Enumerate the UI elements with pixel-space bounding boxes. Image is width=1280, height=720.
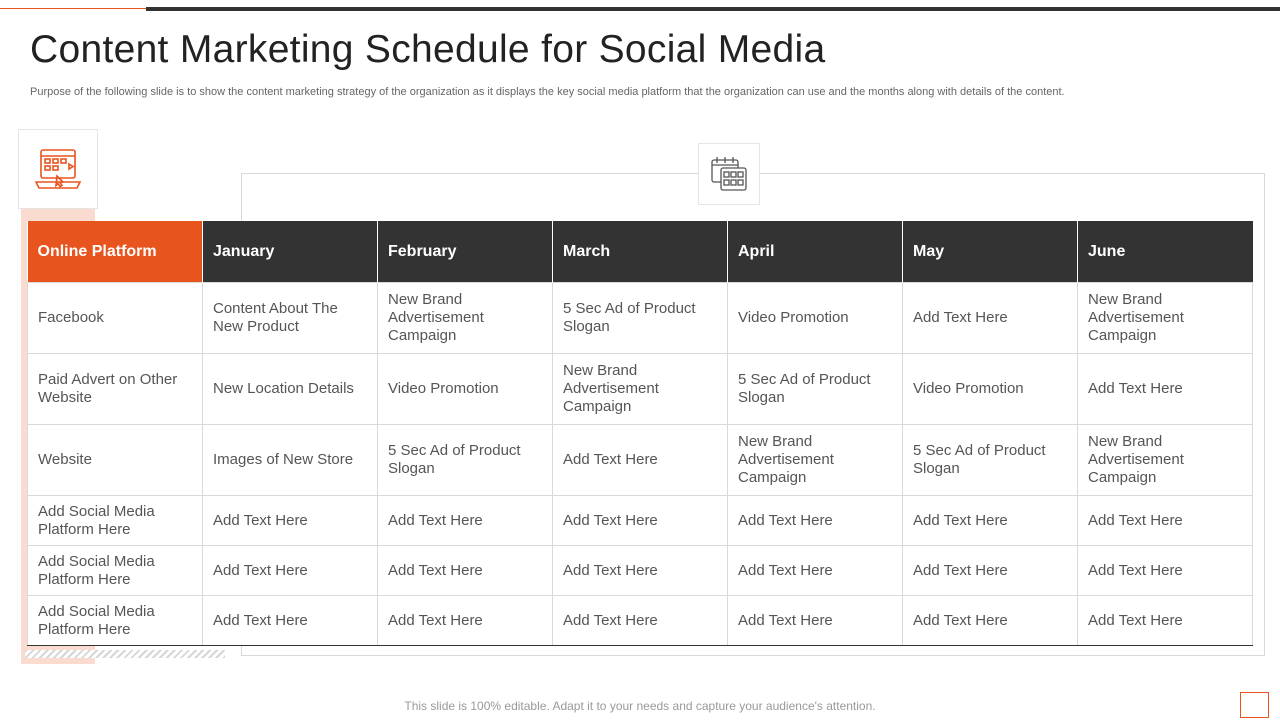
platform-cell: Paid Advert on Other Website <box>28 354 203 425</box>
table-cell: Add Text Here <box>903 546 1078 596</box>
table-row <box>28 283 1253 354</box>
platform-cell: Add Social Media Platform Here <box>28 496 203 546</box>
table-cell: Add Text Here <box>1078 596 1253 646</box>
table-cell: New Brand Advertisement Campaign <box>1078 283 1253 354</box>
table-cell: Add Text Here <box>903 283 1078 354</box>
table-cell: Images of New Store <box>203 425 378 496</box>
page-subtitle: Purpose of the following slide is to show the content marketing strategy of the organization as it displays the key social media platform that the organization can use and the months along with details of the content. <box>30 86 1065 98</box>
table-cell: Video Promotion <box>728 283 903 354</box>
header-online-platform: Online Platform <box>28 221 203 283</box>
table-row <box>28 496 1253 546</box>
table-cell: Add Text Here <box>203 496 378 546</box>
platform-cell: Facebook <box>28 283 203 354</box>
platform-cell: Website <box>28 425 203 496</box>
table-cell: Add Text Here <box>1078 546 1253 596</box>
table-row <box>28 354 1253 425</box>
table-cell: Add Text Here <box>553 496 728 546</box>
corner-decoration <box>1240 692 1269 718</box>
header-may: May <box>903 221 1078 283</box>
table-cell: 5 Sec Ad of Product Slogan <box>378 425 553 496</box>
table-cell: New Brand Advertisement Campaign <box>553 354 728 425</box>
table-cell: Add Text Here <box>378 596 553 646</box>
table-cell: Add Text Here <box>903 596 1078 646</box>
calendar-icon-box <box>698 143 760 205</box>
table-cell: 5 Sec Ad of Product Slogan <box>903 425 1078 496</box>
table-cell: Add Text Here <box>728 546 903 596</box>
top-bar <box>146 7 1280 11</box>
table-cell: Add Text Here <box>378 546 553 596</box>
table-cell: 5 Sec Ad of Product Slogan <box>553 283 728 354</box>
calendar-icon <box>709 154 749 194</box>
table-cell: Add Text Here <box>553 425 728 496</box>
platform-cell: Add Social Media Platform Here <box>28 596 203 646</box>
table-cell: Add Text Here <box>378 496 553 546</box>
table-cell: Add Text Here <box>1078 496 1253 546</box>
table-cell: New Brand Advertisement Campaign <box>728 425 903 496</box>
platform-cell: Add Social Media Platform Here <box>28 546 203 596</box>
table-cell: 5 Sec Ad of Product Slogan <box>728 354 903 425</box>
table-row <box>28 425 1253 496</box>
footer-note: This slide is 100% editable. Adapt it to your needs and capture your audience's attention. <box>404 699 876 713</box>
table-row <box>28 596 1253 646</box>
table-row <box>28 546 1253 596</box>
table-cell: New Brand Advertisement Campaign <box>378 283 553 354</box>
header-june: June <box>1078 221 1253 283</box>
table-cell: Content About The New Product <box>203 283 378 354</box>
table-cell: Video Promotion <box>378 354 553 425</box>
table-cell: Add Text Here <box>728 596 903 646</box>
table-cell: Add Text Here <box>203 546 378 596</box>
page-title: Content Marketing Schedule for Social Media <box>30 28 826 71</box>
hatch-decoration <box>25 650 225 658</box>
table-header-row <box>28 221 1253 283</box>
table-cell: New Location Details <box>203 354 378 425</box>
table-cell: Add Text Here <box>553 546 728 596</box>
table-cell: Video Promotion <box>903 354 1078 425</box>
header-april: April <box>728 221 903 283</box>
calendar-laptop-icon-box <box>18 129 98 209</box>
table-cell: Add Text Here <box>203 596 378 646</box>
top-accent-line <box>0 8 146 9</box>
header-january: January <box>203 221 378 283</box>
header-march: March <box>553 221 728 283</box>
table-cell: Add Text Here <box>903 496 1078 546</box>
table-cell: Add Text Here <box>1078 354 1253 425</box>
table-cell: New Brand Advertisement Campaign <box>1078 425 1253 496</box>
schedule-table <box>27 221 1253 646</box>
table-cell: Add Text Here <box>553 596 728 646</box>
calendar-laptop-icon <box>33 144 83 194</box>
header-february: February <box>378 221 553 283</box>
table-cell: Add Text Here <box>728 496 903 546</box>
